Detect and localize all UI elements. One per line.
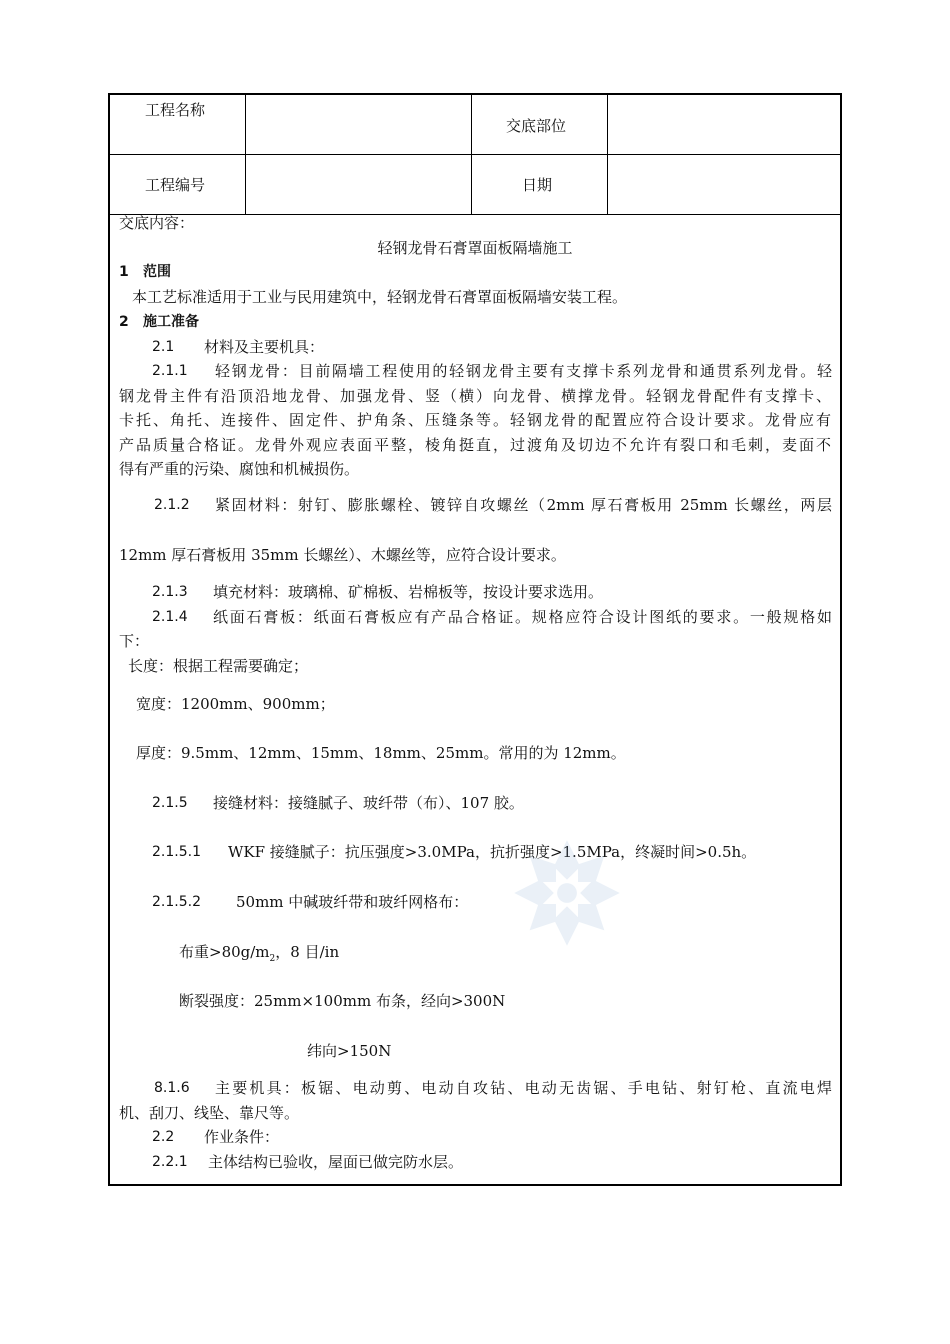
header-divider (607, 95, 608, 215)
clause-number: 2.1.5.2 (152, 894, 201, 910)
disclosure-form (108, 93, 842, 1186)
clause-number: 2.1.5.1 (152, 844, 201, 860)
paragraph-line: 紧固材料：射钉、膨胀螺栓、镀锌自攻螺丝（2mm 厚石膏板用 25mm 长螺丝，两层 (215, 496, 832, 514)
paragraph-line: 纸面石膏板：纸面石膏板应有产品合格证。规格应符合设计图纸的要求。一般规格如 (213, 608, 832, 626)
header-divider (471, 95, 472, 215)
clause-heading: 材料及主要机具： (204, 338, 325, 356)
section-heading: 施工准备 (143, 314, 199, 330)
section-heading: 范围 (143, 264, 171, 280)
paragraph: 填充材料：玻璃棉、矿棉板、岩棉板等，按设计要求选用。 (213, 583, 604, 601)
spec-thickness: 厚度：9.5mm、12mm、15mm、18mm、25mm。常用的为 12mm。 (136, 744, 626, 762)
location-label: 交底部位 (506, 117, 567, 135)
spec-width: 宽度：1200mm、900mm； (136, 695, 335, 713)
paragraph-line: 主要机具：板锯、电动剪、电动自攻钻、电动无齿锯、手电钻、射钉枪、直流电焊 (215, 1079, 832, 1097)
paragraph: 50mm 中碱玻纤带和玻纤网格布： (236, 893, 469, 911)
cloth-weight: 布重$>80g/m_2$，8 目/in (179, 943, 340, 964)
paragraph-line: 下： (119, 632, 150, 650)
break-strength: 断裂强度：25mm×100mm 布条，经向>300N (179, 992, 506, 1010)
paragraph-line: 钢龙骨主件有沿顶沿地龙骨、加强龙骨、竖（横）向龙骨、横撑龙骨。轻钢龙骨配件有支撑卡、 (119, 387, 831, 405)
clause-number: 2.1.2 (154, 497, 190, 513)
paragraph-line: 卡托、角托、连接件、固定件、护角条、压缝条等。轻钢龙骨的配置应符合设计要求。龙骨应有 (119, 411, 831, 429)
watermark-snowflake-icon (512, 838, 622, 948)
paragraph: 主体结构已验收，屋面已做完防水层。 (208, 1153, 464, 1171)
clause-number: 2.2.1 (152, 1154, 188, 1170)
paragraph: 本工艺标准适用于工业与民用建筑中，轻钢龙骨石膏罩面板隔墙安装工程。 (132, 288, 628, 306)
date-label: 日期 (522, 176, 553, 194)
paragraph-line: 轻钢龙骨：目前隔墙工程使用的轻钢龙骨主要有支撑卡系列龙骨和通贯系列龙骨。轻 (215, 362, 832, 380)
paragraph-line: 机、刮刀、线坠、靠尺等。 (119, 1104, 300, 1122)
header-divider (245, 95, 246, 215)
clause-number: 2.1.3 (152, 584, 188, 600)
paragraph: WKF 接缝腻子：抗压强度>3.0MPa，抗折强度>1.5MPa，终凝时间>0.5h。 (228, 843, 757, 861)
paragraph-line: 12mm 厚石膏板用 35mm 长螺丝）、木螺丝等，应符合设计要求。 (119, 546, 566, 564)
paragraph: 接缝材料：接缝腻子、玻纤带（布）、107 胶。 (213, 794, 524, 812)
clause-number: 2.1.5 (152, 795, 188, 811)
doc-title: 轻钢龙骨石膏罩面板隔墙施工 (377, 239, 573, 257)
project-no-label: 工程编号 (145, 176, 206, 194)
paragraph-line: 得有严重的污染、腐蚀和机械损伤。 (119, 460, 360, 478)
clause-number: 2.1 (152, 339, 175, 355)
clause-number: 2.1.1 (152, 363, 188, 379)
paragraph-line: 产品质量合格证。龙骨外观应表面平整，棱角挺直，过渡角及切边不允许有裂口和毛刺，麦面不 (119, 436, 831, 454)
project-name-label: 工程名称 (145, 101, 206, 119)
clause-number: 2.2 (152, 1129, 175, 1145)
section-number: 1 (119, 264, 129, 280)
clause-number: 2.1.4 (152, 609, 188, 625)
header-row-1 (110, 95, 840, 155)
section-number: 2 (119, 314, 129, 330)
header-row-2 (110, 155, 840, 215)
weft-strength: 纬向>150N (307, 1042, 392, 1060)
spec-length: 长度：根据工程需要确定； (128, 657, 309, 675)
intro-label: 交底内容： (119, 214, 195, 232)
clause-heading: 作业条件： (204, 1128, 280, 1146)
clause-number: 8.1.6 (154, 1080, 190, 1096)
